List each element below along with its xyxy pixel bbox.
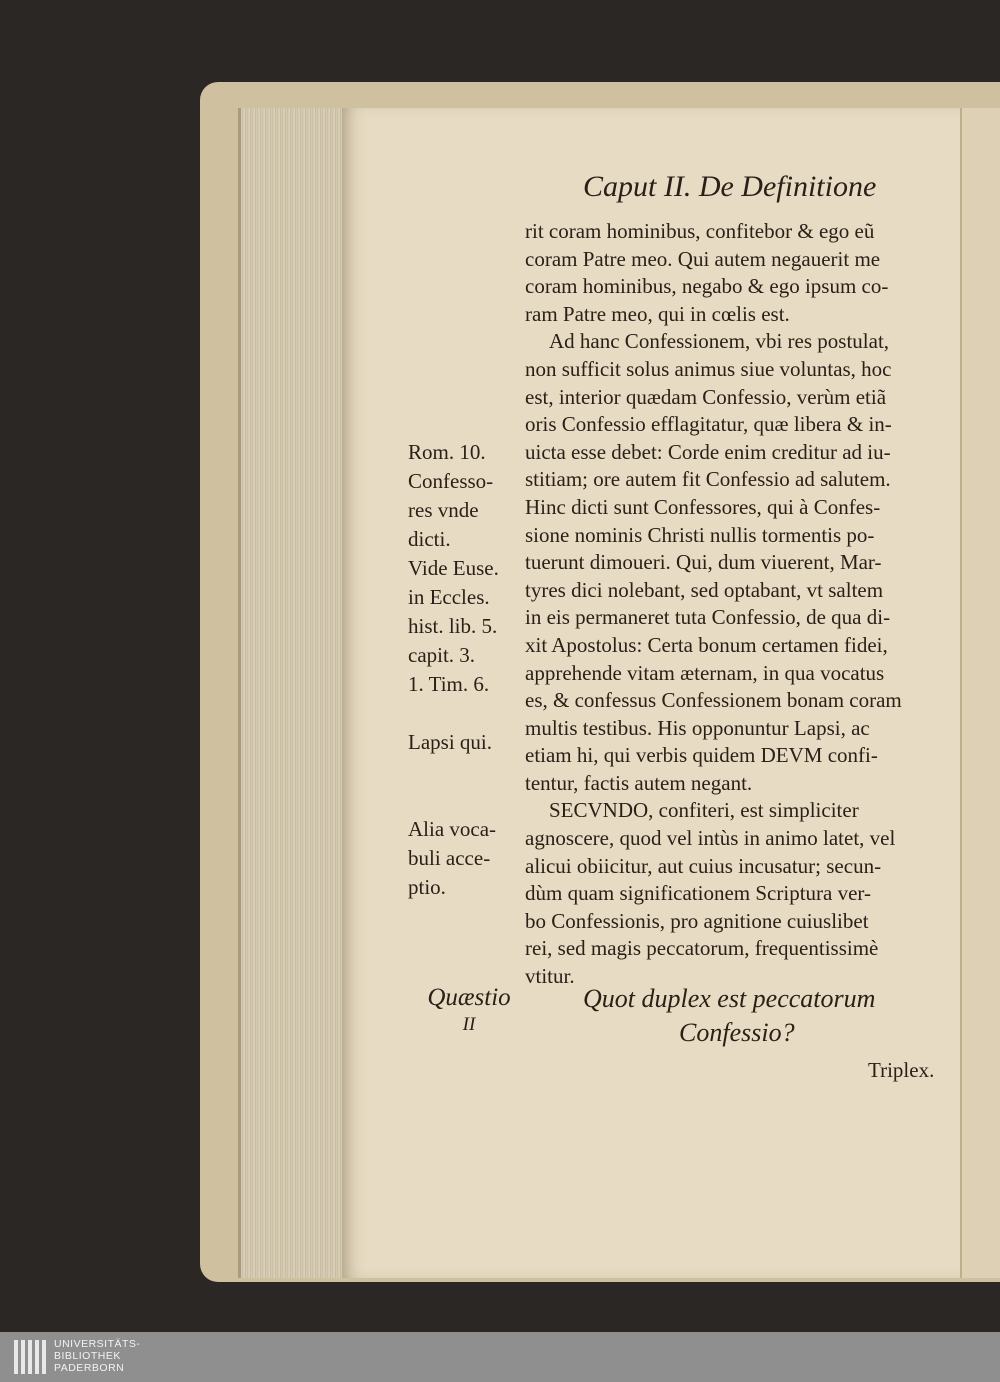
text-line: SECVNDO, confiteri, est simpliciter xyxy=(549,798,859,823)
margin-note xyxy=(408,757,518,786)
question-label: Quæstio xyxy=(427,984,511,1011)
library-name-line: BIBLIOTHEK xyxy=(54,1350,121,1362)
text-line: dùm quam significationem Scriptura ver- xyxy=(525,881,871,906)
margin-note: Rom. 10. xyxy=(408,440,486,464)
margin-note: Lapsi qui. xyxy=(408,730,492,754)
library-name xyxy=(54,1338,140,1374)
text-line: ram Patre meo, qui in cœlis est. xyxy=(525,301,790,326)
margin-note: 1. Tim. 6. xyxy=(408,672,490,696)
body-text xyxy=(525,218,955,991)
margin-note: Alia voca- xyxy=(408,817,497,841)
margin-note: buli acce- xyxy=(408,846,491,870)
margin-note xyxy=(408,699,518,728)
text-line: non sufficit solus animus siue voluntas, hoc xyxy=(525,356,892,381)
question-title-line: Quot duplex est peccatorum xyxy=(583,984,876,1013)
margin-note: dicti. xyxy=(408,527,451,551)
margin-note: Vide Euse. xyxy=(408,556,499,580)
question-label-block xyxy=(424,984,514,1036)
margin-note: res vnde xyxy=(408,498,479,522)
margin-note: ptio. xyxy=(408,875,446,899)
text-line: rei, sed magis peccatorum, frequentissimè xyxy=(525,936,879,961)
page-edges xyxy=(238,108,345,1278)
text-line: oris Confessio efflagitatur, quæ libera & in- xyxy=(525,412,892,437)
text-line: xit Apostolus: Certa bonum certamen fidei, xyxy=(525,632,888,657)
text-line: agnoscere, quod vel intùs in animo latet, vel xyxy=(525,826,896,851)
text-line: Hinc dicti sunt Confessores, qui à Confes- xyxy=(525,494,881,519)
question-number: II xyxy=(462,1014,476,1035)
text-line: est, interior quædam Confessio, verùm etiã xyxy=(525,384,887,409)
margin-note: in Eccles. xyxy=(408,585,490,609)
library-name-line: UNIVERSITÄTS- xyxy=(54,1338,141,1350)
margin-note: hist. lib. 5. xyxy=(408,614,498,638)
text-line: rit coram hominibus, confitebor & ego eũ xyxy=(525,219,875,243)
text-line: apprehende vitam æternam, in qua vocatus xyxy=(525,660,885,685)
text-line: vtitur. xyxy=(525,964,575,989)
text-line: bo Confessionis, pro agnitione cuiuslibet xyxy=(525,908,869,933)
margin-note: capit. 3. xyxy=(408,643,476,667)
text-line: sione nominis Christi nullis tormentis po- xyxy=(525,522,875,547)
text-line: in eis permaneret tuta Confessio, de qua di- xyxy=(525,605,891,630)
question-title-line: Confessio? xyxy=(679,1018,795,1047)
text-line: uicta esse debet: Corde enim creditur ad iu- xyxy=(525,439,891,464)
margin-notes xyxy=(408,438,518,902)
library-footer xyxy=(0,1332,1000,1382)
text-line: multis testibus. His opponuntur Lapsi, ac xyxy=(525,715,870,740)
margin-note xyxy=(408,786,518,815)
text-line: coram hominibus, negabo & ego ipsum co- xyxy=(525,274,889,299)
text-line: es, & confessus Confessionem bonam coram xyxy=(525,688,902,713)
text-line: tuerunt dimoueri. Qui, dum viuerent, Mar- xyxy=(525,550,882,575)
text-line: etiam hi, qui verbis quidem DEVM confi- xyxy=(525,743,878,768)
text-line: tyres dici nolebant, sed optabant, vt saltem xyxy=(525,577,884,602)
running-header: Caput II. De Definitione xyxy=(583,170,877,203)
text-line: stitiam; ore autem fit Confessio ad salutem. xyxy=(525,467,891,492)
text-line: tentur, factis autem negant. xyxy=(525,770,753,795)
catchword: Triplex. xyxy=(868,1058,935,1082)
text-line: Ad hanc Confessionem, vbi res postulat, xyxy=(549,329,890,354)
facing-page-edge xyxy=(960,108,1000,1278)
question-title xyxy=(583,984,875,1048)
margin-note: Confesso- xyxy=(408,469,494,493)
text-line: coram Patre meo. Qui autem negauerit me xyxy=(525,246,881,271)
library-name-line: PADERBORN xyxy=(54,1362,125,1374)
library-logo-icon xyxy=(14,1340,48,1374)
text-line: alicui obiicitur, aut cuius incusatur; secun- xyxy=(525,853,882,878)
